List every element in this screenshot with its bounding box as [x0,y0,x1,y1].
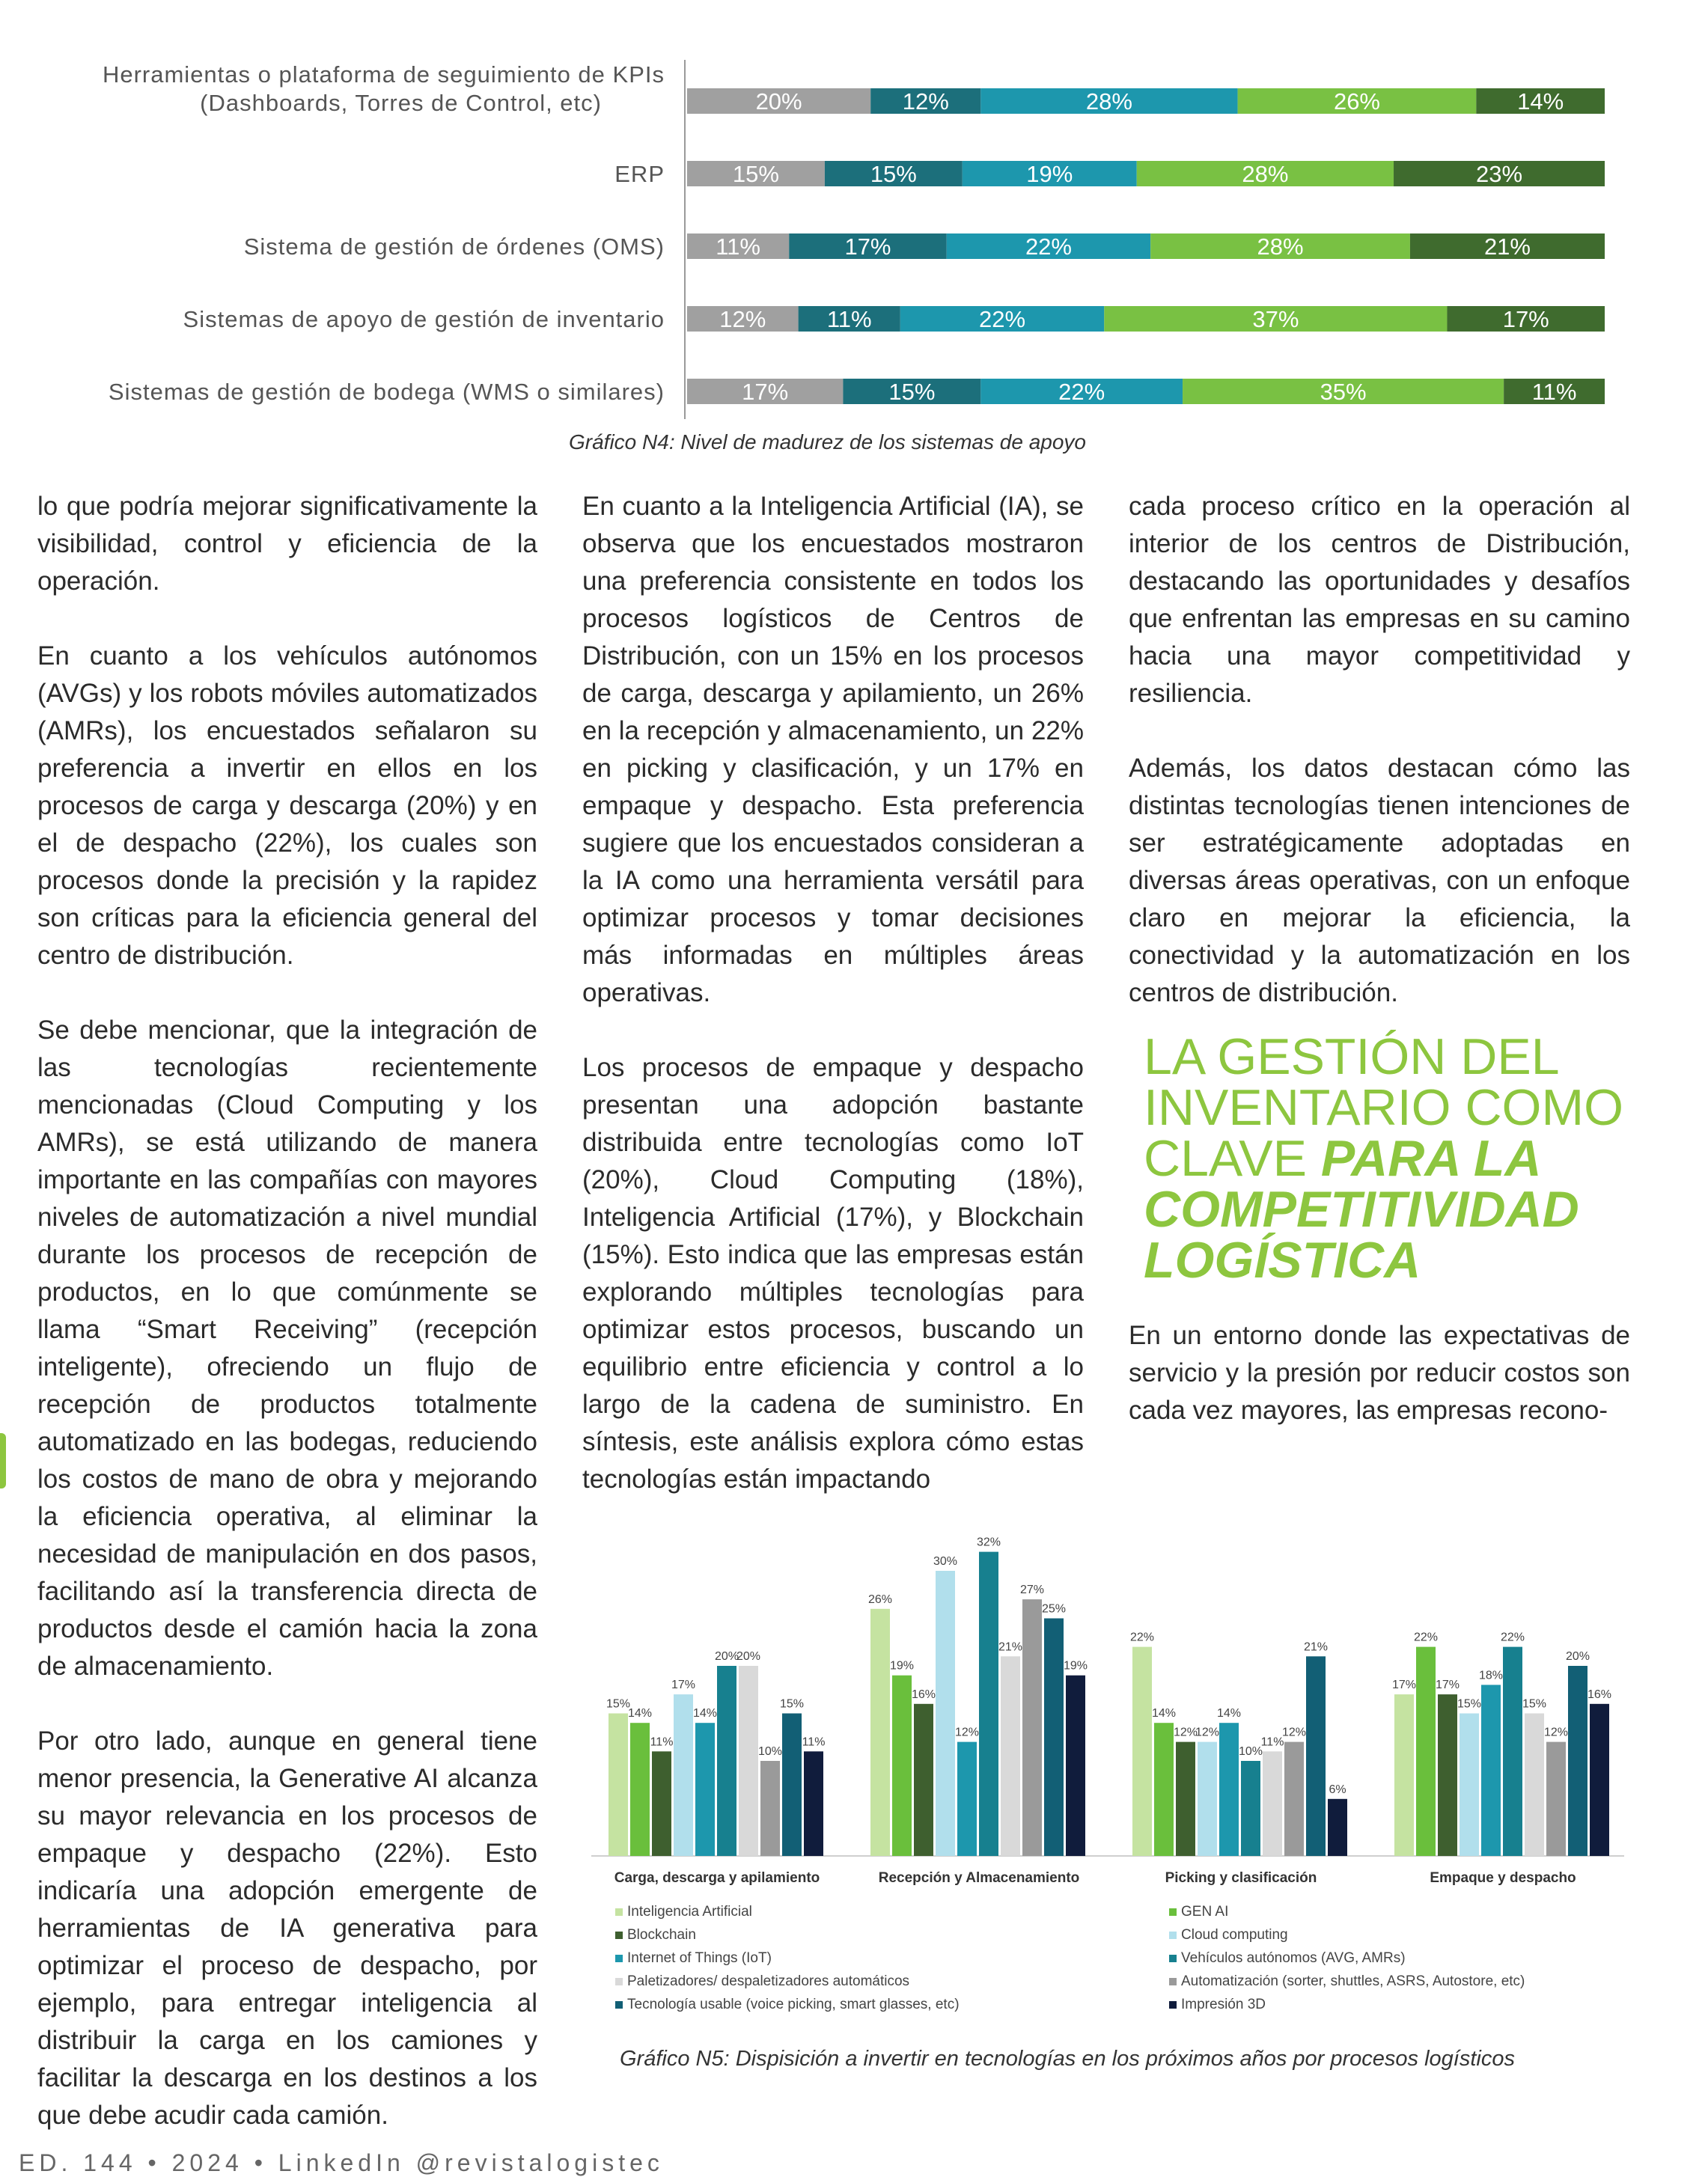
chart-n4-value-label: 17% [1502,306,1549,332]
chart-n5-legend-swatch [615,2001,623,2009]
chart-n4-category-label: ERP [614,161,665,187]
chart-n5-bar [1198,1742,1217,1856]
chart-n5-data-label: 22% [1413,1631,1439,1644]
chart-n5-legend-label: Automatización (sorter, shuttles, ASRS, Autostore, etc) [1181,1973,1525,1989]
left-paragraph-4: Por otro lado, aunque en general tiene menor presencia, la Generative AI alcanza su mayor relevancia en los procesos de empaque y despacho (22%). Esto indicaría una adopción emergente de herramientas de IA generativa para optimizar el proceso de despacho, por ejemplo, para entregar inteligencia al distribuir la carga en los camiones y facilitar la descarga en los destinos a los que debe acudir cada camión. [37,1726,537,2130]
chart-n5-bar [760,1761,780,1856]
chart-n5-bar [936,1571,955,1856]
chart-n5-legend-swatch [615,1955,623,1962]
chart-n5-legend-label: Inteligencia Artificial [627,1904,752,1920]
chart-n5-data-label: 21% [1303,1640,1329,1654]
right-paragraph-2: Además, los datos destacan cómo las distintas tecnologías tienen intenciones de ser estratégicamente adoptadas en diversas áreas operativas, con un enfoque claro en mejorar la eficiencia, la conectividad y la automatización en los centros de distribución. [1129,754,1630,1007]
chart-n5-bar [804,1751,823,1856]
chart-n5-legend-label: Cloud computing [1181,1927,1288,1943]
chart-n5-data-label: 22% [1129,1631,1155,1644]
chart-n5-bar [1241,1761,1260,1856]
chart-n4-value-label: 11% [716,233,760,260]
chart-n5-bar [674,1694,693,1856]
chart-n5-data-label: 14% [627,1707,653,1720]
chart-n5-caption: Gráfico N5: Dispisición a invertir en tecnologías en los próximos años por procesos logísticos [620,2047,1515,2071]
chart-n5-legend-label: Internet of Things (IoT) [627,1950,772,1966]
left-column [37,488,537,2172]
chart-n5-category-label: Carga, descarga y apilamiento [614,1870,820,1886]
chart-n4-value-label: 11% [1531,379,1577,405]
chart-n4-category-label: Sistema de gestión de órdenes (OMS) [243,233,665,260]
section-heading [1144,1028,1698,1289]
chart-n5-data-label: 14% [1216,1707,1242,1720]
right-column [1129,488,1630,1049]
chart-n5-data-label: 18% [1478,1669,1504,1682]
chart-n5-data-label: 19% [889,1659,915,1673]
chart-n5-legend-swatch [615,1932,623,1939]
chart-n4-stacked-bar [0,52,1708,471]
chart-n4-value-label: 12% [902,88,949,115]
chart-n5-legend-swatch [1169,1908,1177,1916]
chart-n5-bar [695,1723,715,1856]
chart-n5-category-label: Empaque y despacho [1430,1870,1576,1886]
chart-n5-bar [914,1704,933,1856]
chart-n4-value-label: 28% [1085,88,1132,115]
chart-n5-data-label: 32% [976,1536,1001,1549]
chart-n5-bar [1481,1685,1501,1856]
chart-n5-data-label: 21% [998,1640,1023,1654]
chart-n5-data-label: 16% [911,1688,936,1701]
chart-n5-bar [1590,1704,1609,1856]
chart-n5-grouped-bar [584,1519,1632,2013]
chart-n5-data-label: 12% [1281,1726,1307,1739]
chart-n5-data-label: 11% [1260,1735,1284,1749]
chart-n5-data-label: 25% [1041,1602,1067,1616]
chart-n5-bar [1416,1647,1436,1856]
chart-n4-value-label: 14% [1517,88,1564,115]
chart-n4-category-label: Sistemas de apoyo de gestión de inventario [183,306,665,332]
chart-n5-bar [1044,1619,1064,1857]
chart-n5-bar [979,1552,998,1856]
left-paragraph-3: Se debe mencionar, que la integración de las tecnologías recientemente mencionadas (Cloud Computing y los AMRs), se está utilizando de manera importante en las compañías con mayores niveles de automatización a nivel mundial durante los procesos de recepción de productos, en lo que comúnmente se llama “Smart Receiving” (recepción inteligente), ofreciendo un flujo de recepción de productos totalmente automatizado en las bodegas, reduciendo los costos de mano de obra y mejorando la eficiencia operativa, al eliminar la necesidad de manipulación en dos pasos, facilitando así la transferencia directa de productos desde el camión hacia la zona de almacenamiento. [37,1016,537,1681]
chart-n5-data-label: 16% [1587,1688,1612,1701]
chart-n5-legend-label: Impresión 3D [1181,1997,1266,2012]
chart-n5-legend-label: GEN AI [1181,1904,1229,1920]
chart-n5-bar [609,1714,628,1857]
chart-n5-data-label: 19% [1063,1659,1088,1673]
heading-line-4: COMPETITIVIDAD [1144,1181,1579,1238]
chart-n5-category-label: Picking y clasificación [1165,1870,1317,1886]
chart-n5-bar [1022,1599,1042,1856]
chart-n4-category-label: Herramientas o plataforma de seguimiento de KPIs [102,61,665,88]
heading-line-3-bold: PARA LA [1320,1130,1542,1187]
heading-line-2: INVENTARIO COMO [1144,1079,1623,1136]
chart-n5-data-label: 15% [779,1697,805,1711]
chart-n5-data-label: 15% [1522,1697,1547,1711]
chart-n4-category-label: (Dashboards, Torres de Control, etc) [200,90,602,116]
chart-n5-bar [1284,1742,1304,1856]
chart-n5-legend-swatch [615,1978,623,1985]
chart-n4-value-label: 22% [1058,379,1105,405]
chart-n5-bar [1154,1723,1174,1856]
chart-n4-value-label: 15% [888,379,936,405]
heading-line-3 [1144,1130,1698,1187]
chart-n4-value-label: 17% [742,379,789,405]
chart-n4-value-label: 28% [1257,233,1304,260]
page-side-tab [0,1433,6,1489]
chart-n5-legend-swatch [1169,2001,1177,2009]
chart-n5-bar [957,1742,977,1856]
chart-n5-data-label: 15% [1457,1697,1482,1711]
chart-n5-legend-swatch [1169,1955,1177,1962]
chart-n5-data-label: 17% [1435,1679,1460,1692]
chart-n4-value-label: 28% [1242,161,1289,187]
chart-n4-value-label: 23% [1475,161,1523,187]
chart-n5-bar [782,1714,802,1857]
chart-n4-value-label: 20% [755,88,802,115]
middle-paragraph-2: Los procesos de empaque y despacho presentan una adopción bastante distribuida entre tecnologías como IoT (20%), Cloud Computing (18%), Inteligencia Artificial (17%), y Blockchain (15%). Esto indica que las empresas están explorando múltiples tecnologías para optimizar estos procesos, buscando un equilibrio entre eficiencia y control a lo largo de la cadena de suministro. En síntesis, este análisis explora cómo estas tecnologías están impactando [582,1053,1084,1494]
chart-n5-data-label: 20% [736,1650,761,1663]
chart-n5-legend-label: Vehículos autónomos (AVG, AMRs) [1181,1950,1406,1966]
chart-n5-bar [630,1723,650,1856]
chart-n5-data-label: 12% [1543,1726,1569,1739]
chart-n5-bar [892,1676,912,1856]
heading-line-1: LA GESTIÓN DEL [1144,1028,1560,1085]
chart-n5-bar [652,1751,671,1856]
chart-n4-value-label: 26% [1333,88,1381,115]
chart-n5-bar [739,1666,758,1856]
chart-n5-data-label: 14% [692,1707,718,1720]
chart-n5-bar [717,1666,736,1856]
right-paragraph-3: En un entorno donde las expectativas de servicio y la presión por reducir costos son cada vez mayores, las empresas recono- [1129,1321,1630,1425]
chart-n5-data-label: 17% [1391,1679,1417,1692]
chart-n4-value-label: 21% [1483,233,1531,260]
chart-n5-data-label: 15% [606,1697,631,1711]
chart-n5-bar [870,1609,890,1856]
chart-n5-bar [1306,1656,1326,1856]
chart-n5-bar [1328,1799,1347,1856]
chart-n5-data-label: 12% [1195,1726,1220,1739]
right-column-after-heading [1129,1317,1630,1467]
chart-n5-bar [1001,1656,1020,1856]
chart-n5-legend-swatch [1169,1932,1177,1939]
left-paragraph-2: En cuanto a los vehículos autónomos (AVGs) y los robots móviles automatizados (AMRs), los encuestados señalaron su preferencia a invertir en ellos en los procesos de carga y descarga (20%) y en el de despacho (22%), los cuales son procesos donde la precisión y la rapidez son críticas para la eficiencia general del centro de distribución. [37,641,537,970]
chart-n5-bar [1132,1647,1152,1856]
chart-n5-data-label: 11% [650,1735,674,1749]
chart-n4-category-label: Sistemas de gestión de bodega (WMS o similares) [108,379,665,405]
page-footer: ED. 144 • 2024 • LinkedIn @revistalogistec [19,2149,664,2176]
chart-n5-bar [1438,1694,1457,1856]
chart-n4-value-label: 17% [844,233,891,260]
chart-n4-value-label: 37% [1252,306,1299,332]
chart-n4-value-label: 15% [732,161,779,187]
chart-n5-legend-swatch [615,1908,623,1916]
chart-n5-legend-label: Paletizadores/ despaletizadores automáticos [627,1973,910,1989]
chart-n4-caption: Gráfico N4: Nivel de madurez de los sistemas de apoyo [569,430,1086,454]
chart-n5-bar [1176,1742,1195,1856]
chart-n5-data-label: 14% [1151,1707,1177,1720]
chart-n5-data-label: 11% [802,1735,826,1749]
chart-n5-legend-label: Tecnología usable (voice picking, smart glasses, etc) [627,1997,960,2012]
chart-n5-data-label: 6% [1329,1783,1346,1796]
chart-n4-value-label: 35% [1320,379,1367,405]
chart-n5-data-label: 10% [757,1745,783,1758]
chart-n4-value-label: 11% [826,306,872,332]
chart-n5-legend-label: Blockchain [627,1927,696,1943]
chart-n5-bar [1219,1723,1239,1856]
chart-n5-data-label: 22% [1500,1631,1525,1644]
chart-n5-data-label: 27% [1019,1584,1045,1597]
chart-n4-value-label: 12% [719,306,766,332]
chart-n5-data-label: 30% [933,1555,958,1568]
chart-n5-data-label: 17% [671,1679,696,1692]
right-paragraph-1: cada proceso crítico en la operación al interior de los centros de Distribución, destacando las oportunidades y desafíos que enfrentan las empresas en su camino hacia una mayor competitividad y resiliencia. [1129,492,1630,708]
chart-n5-bar [1066,1676,1085,1856]
chart-n5-bar [1503,1647,1522,1856]
chart-n5-bar [1525,1714,1544,1857]
middle-column [582,488,1084,1536]
chart-n5-category-label: Recepción y Almacenamiento [878,1870,1080,1886]
chart-n5-bar [1460,1714,1479,1857]
chart-n4-value-label: 19% [1026,161,1073,187]
chart-n5-data-label: 20% [1565,1650,1590,1663]
middle-paragraph-1: En cuanto a la Inteligencia Artificial (IA), se observa que los encuestados mostraron una preferencia consistente en todos los procesos logísticos de Centros de Distribución, con un 15% en los procesos de carga, descarga y apilamiento, un 26% en la recepción y almacenamiento, un 22% en picking y clasificación, y un 17% en empaque y despacho. Esta preferencia sugiere que los encuestados consideran a la IA como una herramienta versátil para optimizar procesos y tomar decisiones más informadas en múltiples áreas operativas. [582,492,1084,1007]
heading-line-3-light: CLAVE [1144,1130,1321,1187]
chart-n5-legend-swatch [1169,1978,1177,1985]
chart-n5-bar [1546,1742,1566,1856]
chart-n4-value-label: 22% [979,306,1026,332]
chart-n5-data-label: 12% [1173,1726,1198,1739]
chart-n5-data-label: 20% [714,1650,739,1663]
chart-n5-bar [1568,1666,1587,1856]
chart-n5-data-label: 10% [1238,1745,1263,1758]
chart-n5-bar [1394,1694,1414,1856]
chart-n4-value-label: 22% [1025,233,1072,260]
heading-line-5: LOGÍSTICA [1144,1232,1421,1289]
chart-n5-bar [1263,1751,1282,1856]
chart-n5-data-label: 12% [954,1726,980,1739]
chart-n4-value-label: 15% [870,161,917,187]
chart-n5-data-label: 26% [867,1593,893,1606]
left-paragraph-1: lo que podría mejorar significativamente la visibilidad, control y eficiencia de la operación. [37,492,537,596]
